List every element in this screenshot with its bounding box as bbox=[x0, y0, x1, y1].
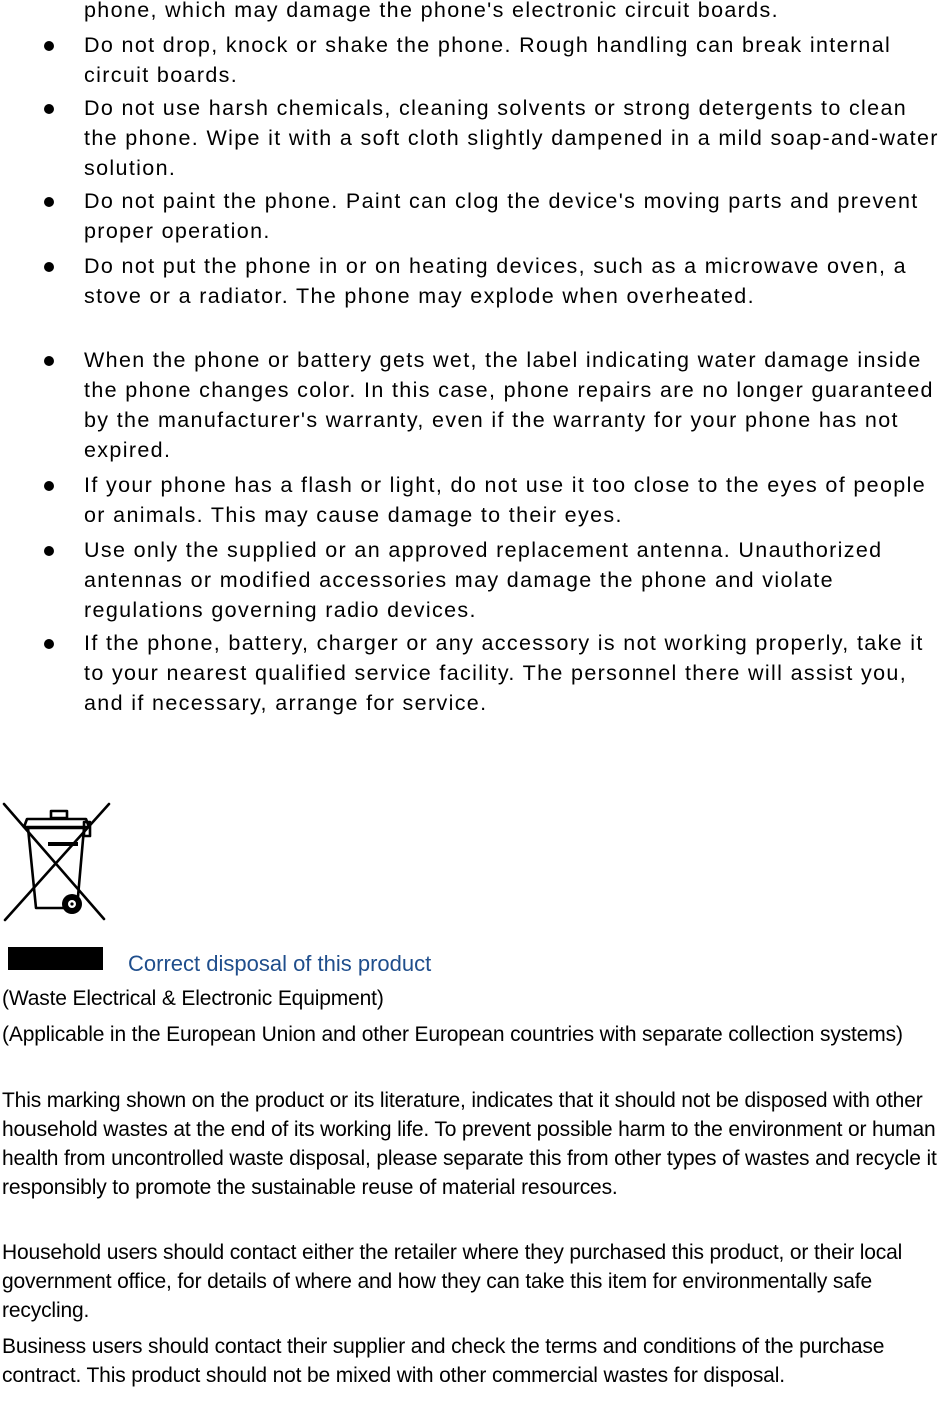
list-item-text: Use only the supplied or an approved replacement antenna. Unauthorized antennas or modified accessories may damage the phone and violate regulations governing radio devices. bbox=[84, 538, 883, 622]
crossed-out-wheelie-bin-icon bbox=[0, 800, 115, 930]
bullet-icon bbox=[44, 546, 54, 556]
bullet-icon bbox=[44, 41, 54, 51]
bullet-icon bbox=[44, 356, 54, 366]
black-bar bbox=[8, 947, 103, 970]
list-item-text: If your phone has a flash or light, do not use it too close to the eyes of people or animals. This may cause damage to their eyes. bbox=[84, 473, 927, 527]
list-item-text: Do not paint the phone. Paint can clog the device's moving parts and prevent proper operation. bbox=[84, 189, 919, 243]
bullet-icon bbox=[44, 262, 54, 272]
list-item-text: If the phone, battery, charger or any accessory is not working properly, take it to your nearest qualified service facility. The personnel there will assist you, and if necessary, arrange for service. bbox=[84, 631, 924, 715]
paragraph: Household users should contact either the retailer where they purchased this product, or their local government office, for details of where and how they can take this item for environmentally safe recycling. bbox=[2, 1241, 903, 1322]
paragraph: (Waste Electrical & Electronic Equipment) bbox=[2, 987, 384, 1010]
list-item-text: Do not drop, knock or shake the phone. Rough handling can break internal circuit boards. bbox=[84, 33, 892, 87]
list-item-text: When the phone or battery gets wet, the label indicating water damage inside the phone changes color. In this case, phone repairs are no longer guaranteed by the manufacturer's warranty, even if the warranty for your phone has not expired. bbox=[84, 348, 934, 462]
section-heading: Correct disposal of this product bbox=[128, 951, 432, 976]
bullet-icon bbox=[44, 104, 54, 114]
bullet-icon bbox=[44, 481, 54, 491]
bullet-icon bbox=[44, 639, 54, 649]
paragraph: This marking shown on the product or its literature, indicates that it should not be disposed with other household wastes at the end of its working life. To prevent possible harm to the environment or human health from uncontrolled waste disposal, please separate this from other types of wastes and recycle it responsibly to promote the sustainable reuse of material resources. bbox=[2, 1089, 937, 1199]
list-item-text: Do not put the phone in or on heating devices, such as a microwave oven, a stove or a radiator. The phone may explode when overheated. bbox=[84, 254, 907, 308]
list-item-text: Do not use harsh chemicals, cleaning solvents or strong detergents to clean the phone. Wipe it with a soft cloth slightly dampened in a mild soap-and-water solution. bbox=[84, 96, 939, 180]
continued-text: phone, which may damage the phone's electronic circuit boards. bbox=[84, 0, 779, 22]
paragraph: Business users should contact their supplier and check the terms and conditions of the purchase contract. This product should not be mixed with other commercial wastes for disposal. bbox=[2, 1335, 885, 1387]
paragraph: (Applicable in the European Union and other European countries with separate collection systems) bbox=[2, 1023, 903, 1046]
bullet-icon bbox=[44, 197, 54, 207]
